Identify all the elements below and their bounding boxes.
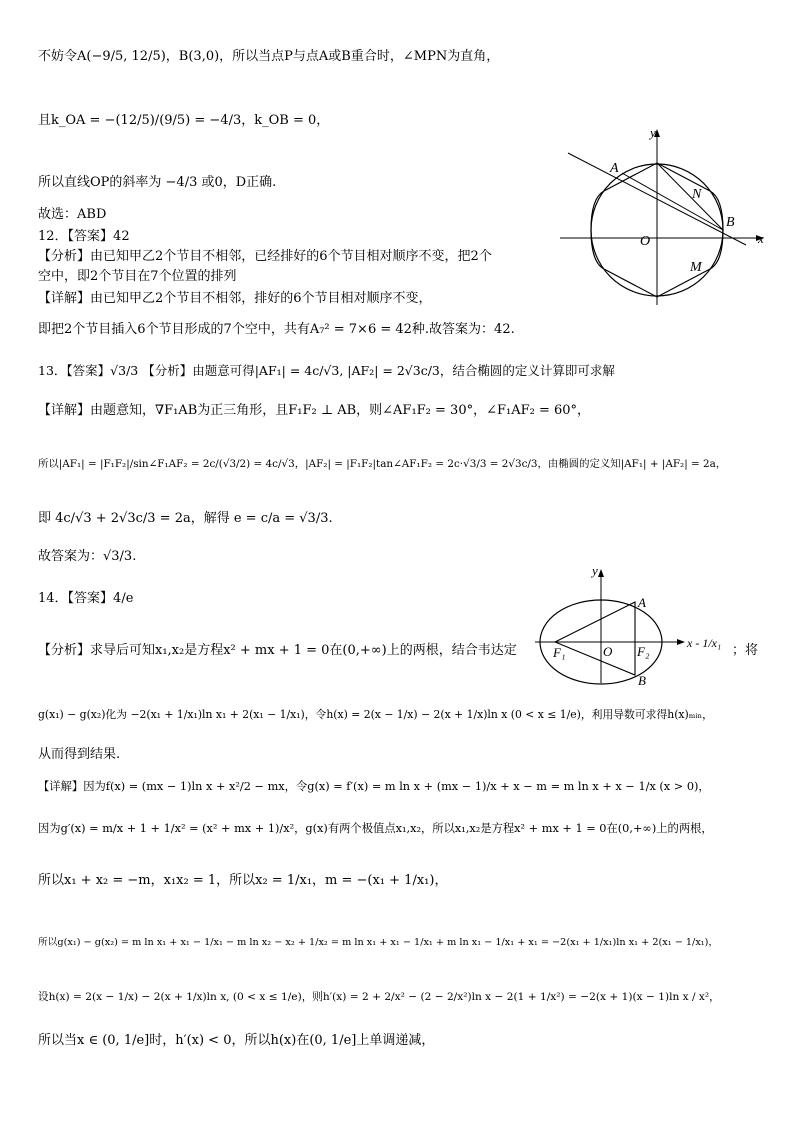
x-axis-arrow (677, 639, 685, 645)
circle-figure (560, 125, 770, 315)
text-line: 所以x₁ + x₂ = −m，x₁x₂ = 1，所以x₂ = 1/x₁，m = −(x₁ + 1/x₁)， (38, 873, 448, 888)
text-line: 所以|AF₁| = |F₁F₂|/sin∠F₁AF₂ = 2c/(√3/2) = 4c/√3，|AF₂| = |F₁F₂|tan∠AF₁F₂ = 2c·√3/3 = 2√3c/3，由椭圆的定义知|AF₁| + |AF₂| = 2a， (38, 458, 727, 470)
segment-an (622, 173, 723, 230)
label-f1: F₁ (553, 645, 566, 660)
label-x: x - 1/x₁ (687, 636, 722, 650)
label-y: y (650, 125, 656, 140)
text-line: 且k_OA = −(12/5)/(9/5) = −4/3，k_OB = 0， (38, 113, 330, 128)
y-axis-arrow (598, 569, 604, 577)
label-m: M (690, 260, 702, 275)
text-line: 所以g(x₁) − g(x₂) = m ln x₁ + x₁ − 1/x₁ − m ln x₂ − x₂ + 1/x₂ = m ln x₁ + x₁ − 1/x₁ + m ln x₁ − 1/x₁ + x₁ = −2(x₁ + 1/x₁)ln x₁ + 2(x₁ − 1/x₁)， (38, 937, 719, 948)
text-line: 故选：ABD (38, 207, 107, 222)
text-line: 所以直线OP的斜率为 −4/3 或0，D正确. (38, 175, 277, 190)
label-a: A (638, 595, 646, 610)
text-line: 设h(x) = 2(x − 1/x) − 2(x + 1/x)ln x, (0 < x ≤ 1/e)，则h′(x) = 2 + 2/x² − (2 − 2/x²)ln x − 2(1 + 1/x²) = −2(x + 1)(x − 1)ln x / x²， (38, 991, 720, 1003)
text-line: 即 4c/√3 + 2√3c/3 = 2a，解得 e = c/a = √3/3. (38, 511, 333, 526)
text-line: 【详解】由已知甲乙2个节目不相邻，排好的6个节目相对顺序不变， (38, 291, 432, 306)
label-x: x (758, 231, 764, 246)
ellipse-figure (535, 565, 785, 690)
text-line: 不妨令A(−9/5, 12/5)，B(3,0)，所以当点P与点A或B重合时，∠MPN为直角， (38, 49, 500, 64)
label-o: O (603, 644, 613, 659)
label-y: y (592, 565, 598, 578)
question-answer: 12．【答案】42 (38, 229, 130, 244)
text-line: ；将 (732, 643, 759, 658)
text-line: 【分析】由已知甲乙2个节目不相邻，已经排好的6个节目相对顺序不变，把2个 (38, 249, 492, 264)
label-o: O (640, 234, 651, 249)
text-line: 【详解】由题意知，∇F₁AB为正三角形，且F₁F₂ ⊥ AB，则∠AF₁F₂ = 30°，∠F₁AF₂ = 60°， (38, 403, 591, 418)
text-line: g(x₁) − g(x₂)化为 −2(x₁ + 1/x₁)ln x₁ + 2(x₁ − 1/x₁)，令h(x) = 2(x − 1/x) − 2(x + 1/x)ln x (0 < x ≤ 1/e)，利用导数可求得h(x)ₘᵢₙ， (38, 708, 713, 721)
text-line: 故答案为：√3/3. (38, 549, 137, 564)
text-line: 【详解】因为f(x) = (mx − 1)ln x + x²/2 − mx，令g(x) = f′(x) = m ln x + (mx − 1)/x + x − m = m ln x + x − 1/x (x > 0)， (38, 780, 710, 793)
question-answer: 14．【答案】4/e (38, 591, 134, 606)
text-line: 【分析】求导后可知x₁,x₂是方程x² + mx + 1 = 0在(0,+∞)上的两根，结合韦达定 (38, 643, 517, 658)
text-line: 从而得到结果. (38, 747, 121, 762)
label-a: A (610, 161, 619, 176)
triangle-f1ab (555, 602, 635, 675)
text-line: 空中，即2个节目在7个位置的排列 (38, 269, 237, 284)
label-b: B (726, 215, 735, 230)
label-b: B (638, 673, 646, 688)
question-answer: 13．【答案】√3/3 【分析】由题意可得|AF₁| = 4c/√3, |AF₂| = 2√3c/3，结合椭圆的定义计算即可求解 (38, 363, 615, 378)
text-line: 因为g′(x) = m/x + 1 + 1/x² = (x² + mx + 1)/x²，g(x)有两个极值点x₁,x₂，所以x₁,x₂是方程x² + mx + 1 = 0在(0,+∞)上的两根， (38, 822, 713, 835)
label-n: N (692, 187, 702, 202)
text-line: 所以当x ∈ (0, 1/e]时，h′(x) < 0，所以h(x)在(0, 1/e]上单调递减， (38, 1033, 435, 1048)
text-line: 即把2个节目插入6个节目形成的7个空中，共有A₇² = 7×6 = 42种.故答案为：42. (38, 322, 515, 337)
label-f2: F₂ (637, 644, 650, 659)
